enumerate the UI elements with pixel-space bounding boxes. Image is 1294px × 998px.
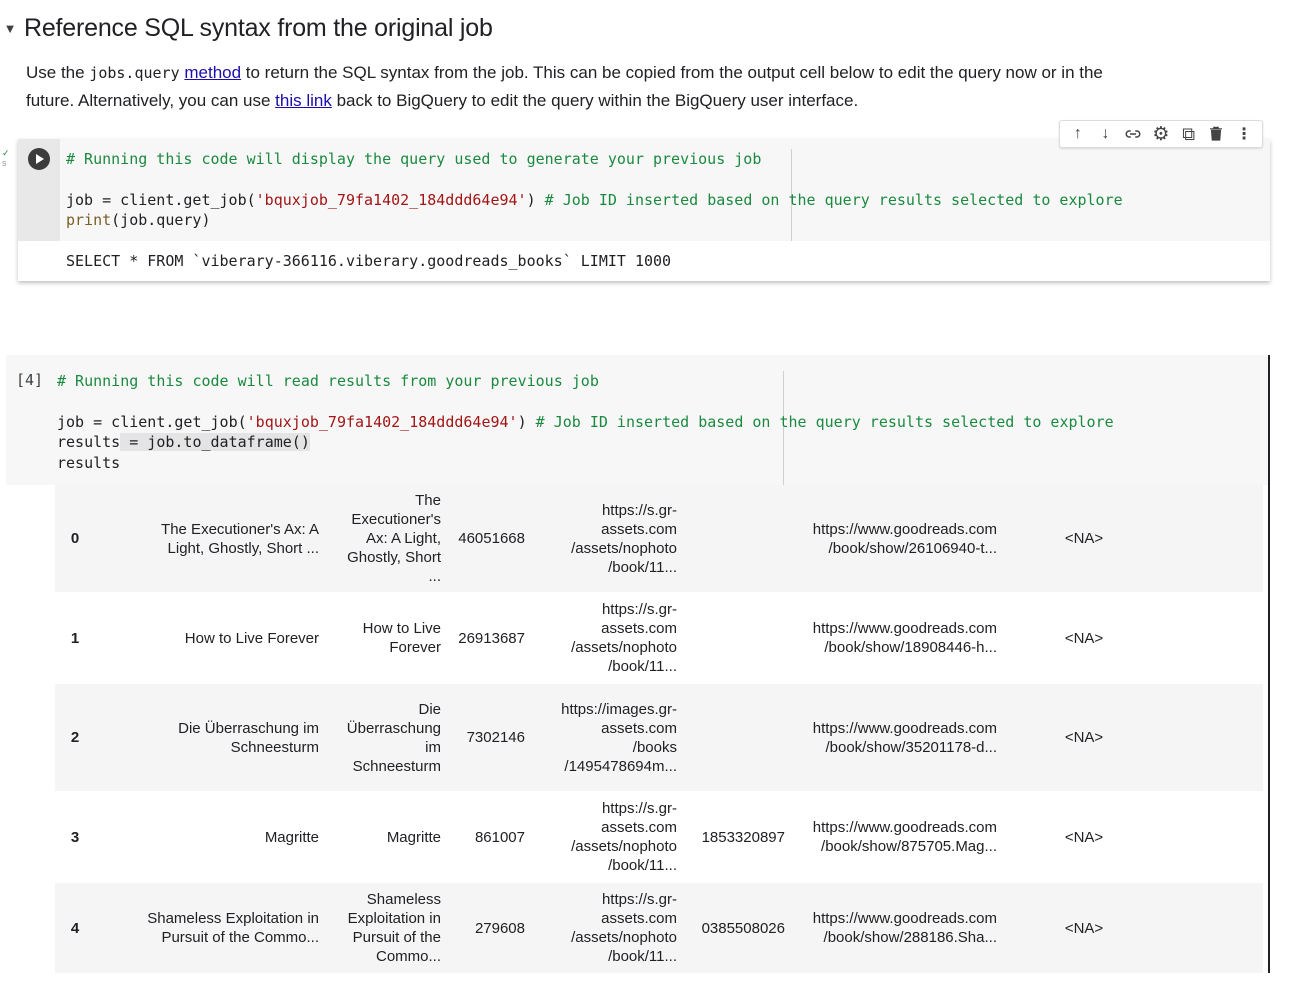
code-line: results xyxy=(57,454,121,472)
play-icon xyxy=(36,154,44,164)
desc-text: Use the xyxy=(26,63,90,82)
section-title: Reference SQL syntax from the original job xyxy=(24,13,493,42)
cell-output xyxy=(18,241,1270,281)
delete-icon[interactable] xyxy=(1204,122,1228,146)
cell-title: Die Überraschung im Schneesturm xyxy=(178,719,319,756)
section-header xyxy=(0,8,900,48)
table-row xyxy=(55,592,1263,684)
table-padding xyxy=(1165,592,1263,684)
cell-isbn: 0385508026 xyxy=(701,919,785,937)
cell-isbn xyxy=(683,485,791,592)
table-padding xyxy=(1165,791,1263,883)
cell-title: Shameless Exploitation in Pursuit of the Commo... xyxy=(147,910,319,946)
code-line: job = client.get_job('bquxjob_79fa1402_184ddd64e94') # Job ID inserted based on the query results selected to explore xyxy=(57,413,1114,431)
move-down-icon[interactable]: ↓ xyxy=(1101,125,1110,142)
cell-na: <NA> xyxy=(1064,629,1104,647)
cell-image-url: https://images.gr- assets.com /books /1495478694m... xyxy=(561,700,677,775)
code-line: results = job.to_dataframe() xyxy=(57,433,310,451)
cell-book-id: 279608 xyxy=(474,919,525,937)
table-row xyxy=(55,883,1263,973)
cell-image-url: https://s.gr- assets.com /assets/nophoto /book/11... xyxy=(571,891,677,965)
row-index: 0 xyxy=(70,530,80,547)
cell-na: <NA> xyxy=(1064,828,1104,846)
cell-image-url: https://s.gr- assets.com /assets/nophoto /book/11... xyxy=(571,601,677,675)
table-padding xyxy=(1165,883,1263,973)
cell-title-short: Shameless Exploitation in Pursuit of the Commo... xyxy=(347,891,441,965)
section-description xyxy=(26,59,1126,114)
code-line: job = client.get_job('bquxjob_79fa1402_184ddd64e94') # Job ID inserted based on the query results selected to explore xyxy=(66,191,1123,209)
cell-title-short: The Executioner's Ax: A Light, Ghostly, Short ... xyxy=(347,492,441,585)
cell-title: How to Live Forever xyxy=(184,629,319,647)
cell-isbn: 1853320897 xyxy=(701,828,785,846)
code-line: # Running this code will read results from your previous job xyxy=(57,372,599,390)
cell-book-id: 46051668 xyxy=(458,530,525,547)
code-line: print(job.query) xyxy=(66,211,211,229)
table-padding xyxy=(1165,684,1263,791)
cell-url: https://www.goodreads.com /book/show/875705.Mag... xyxy=(812,819,997,855)
cell-na: <NA> xyxy=(1064,729,1104,746)
code-cell-2[interactable] xyxy=(6,355,1270,485)
cell-title: Magritte xyxy=(264,828,319,846)
cell-title-short: Die Überraschung im Schneesturm xyxy=(346,700,441,775)
cell-na: <NA> xyxy=(1064,919,1104,937)
cell-url: https://www.goodreads.com /book/show/26106940-t... xyxy=(812,520,997,557)
cell-title-short: How to Live Forever xyxy=(362,620,441,656)
table-row xyxy=(55,684,1263,791)
settings-icon[interactable]: ⚙ xyxy=(1152,123,1170,145)
code-cell-1[interactable] xyxy=(18,139,1270,281)
table-padding xyxy=(1165,485,1263,592)
code-line: # Running this code will display the query used to generate your previous job xyxy=(66,150,762,168)
execution-count: [4] xyxy=(16,371,44,389)
cell-toolbar xyxy=(1059,120,1263,148)
cell-na: <NA> xyxy=(1064,530,1104,547)
mirror-cell-icon[interactable]: ⧉ xyxy=(1182,123,1196,144)
dataframe-output xyxy=(55,485,1263,973)
cell-title-short: Magritte xyxy=(386,828,441,846)
bigquery-link[interactable]: this link xyxy=(275,91,332,110)
cell-isbn xyxy=(683,684,791,791)
cell-isbn xyxy=(683,592,791,684)
method-link[interactable]: method xyxy=(184,63,242,82)
row-index: 1 xyxy=(70,629,80,647)
cell-url: https://www.goodreads.com /book/show/35201178-d... xyxy=(812,719,997,756)
row-index: 3 xyxy=(70,828,80,846)
code-editor[interactable] xyxy=(60,139,1270,241)
sql-output: SELECT * FROM `viberary-366116.viberary.goodreads_books` LIMIT 1000 xyxy=(66,252,672,270)
desc-text: to return the SQL syntax from the job. This can be copied from the output cell below to edit the query now or in the future. Alternatively, you can use xyxy=(26,63,1103,110)
table-row xyxy=(55,485,1263,592)
desc-code: jobs.query xyxy=(89,64,180,82)
desc-text: back to BigQuery to edit the query within the BigQuery user interface. xyxy=(331,91,859,110)
cell-book-id: 7302146 xyxy=(466,729,525,746)
cell-title: The Executioner's Ax: A Light, Ghostly, Short ... xyxy=(161,520,319,557)
cell-url: https://www.goodreads.com /book/show/288186.Sha... xyxy=(812,910,997,946)
cell-image-url: https://s.gr- assets.com /assets/nophoto /book/11... xyxy=(571,800,677,874)
cell-image-url: https://s.gr- assets.com /assets/nophoto /book/11... xyxy=(571,501,677,576)
row-index: 2 xyxy=(70,729,80,746)
row-index: 4 xyxy=(70,919,80,937)
cell-url: https://www.goodreads.com /book/show/18908446-h... xyxy=(812,620,997,656)
move-up-icon[interactable]: ↑ xyxy=(1073,125,1082,142)
table-row xyxy=(55,791,1263,883)
collapse-caret-icon[interactable]: ▼ xyxy=(3,20,17,36)
more-options-icon[interactable]: ⋮ xyxy=(1236,126,1253,143)
cell-book-id: 26913687 xyxy=(458,629,525,647)
link-icon[interactable] xyxy=(1121,122,1145,146)
cell-book-id: 861007 xyxy=(474,828,525,846)
cell-gutter xyxy=(18,139,60,241)
cell-focus-border xyxy=(1268,355,1270,973)
run-cell-button[interactable] xyxy=(28,148,50,170)
cell-status-mark: ✓ s xyxy=(2,148,10,168)
